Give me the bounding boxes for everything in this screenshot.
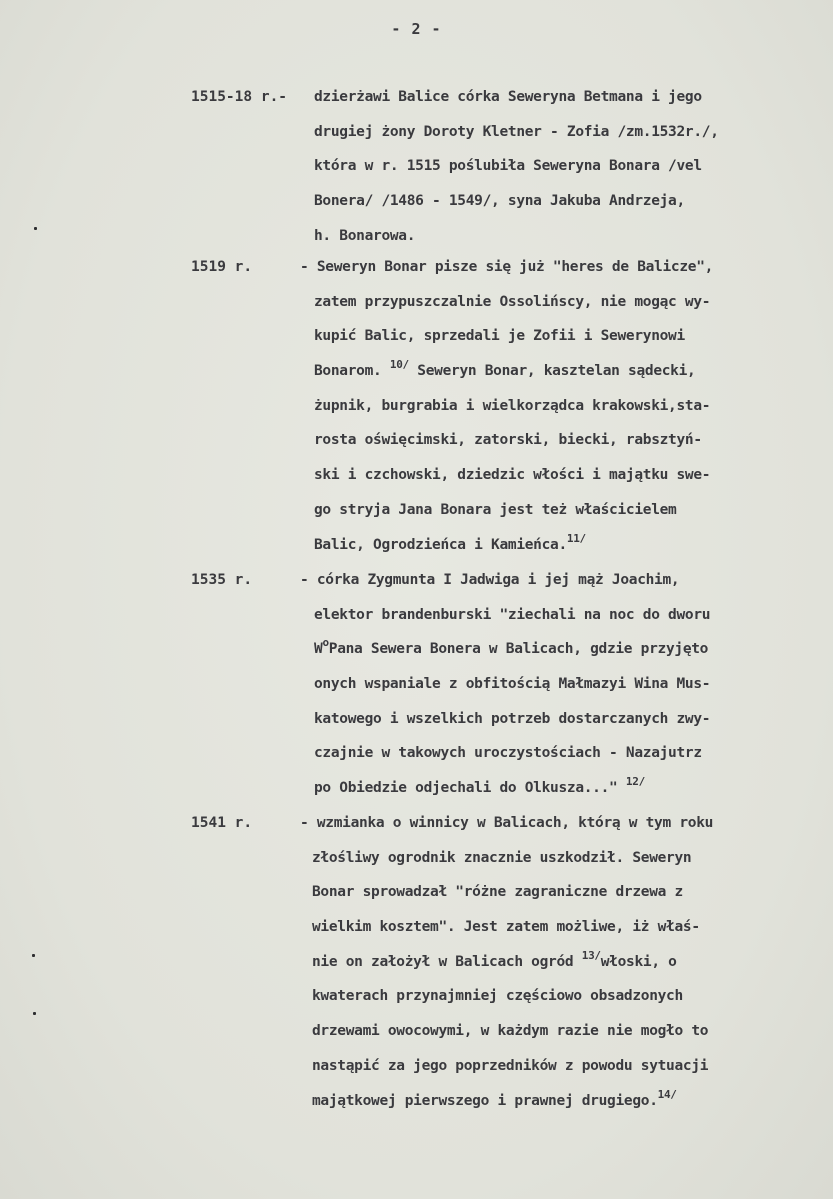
text-line: która w r. 1515 poślubiła Seweryna Bonara /vel (314, 158, 702, 175)
footnote-ref: 11/ (566, 531, 586, 545)
text-line: katowego i wszelkich potrzeb dostarczanych zwy- (314, 710, 711, 727)
text-line: czajnie w takowych uroczystościach - Nazajutrz (314, 745, 702, 762)
text-line (300, 354, 820, 389)
text-fragment: Seweryn Bonar, kasztelan sądecki, (408, 363, 696, 380)
text-line: złośliwy ogrodnik znacznie uszkodził. Seweryn (312, 849, 692, 866)
entry-text (300, 806, 820, 1118)
text-line (300, 528, 820, 563)
text-line: onych wspaniale z obfitością Małmazyi Wina Mus- (314, 676, 711, 693)
entry-date: 1535 r. (191, 572, 253, 588)
text-fragment: nie on założył w Balicach ogród (312, 953, 574, 970)
text-line: ski i czchowski, dziedzic włości i majątku swe- (314, 467, 711, 484)
margin-mark (33, 1012, 36, 1015)
text-line: go stryja Jana Bonara jest też właścicielem (314, 501, 677, 518)
superscript: o (322, 636, 329, 650)
text-line: kupić Balic, sprzedali je Zofii i Sewerynowi (314, 328, 685, 345)
text-fragment: po Obiedzie odjechali do Olkusza..." (314, 780, 618, 797)
text-line: wielkim kosztem". Jest zatem możliwe, iż właś- (312, 919, 700, 936)
footnote-ref: 14/ (657, 1087, 677, 1101)
text-line: drugiej żony Doroty Kletner - Zofia /zm.1532r./, (314, 123, 719, 140)
text-line: h. Bonarowa. (314, 227, 416, 244)
text-line: elektor brandenburski "ziechali na noc do dworu (314, 606, 711, 623)
text-fragment: W (314, 641, 323, 658)
text-line: Bonar sprowadzał "różne zagraniczne drzewa z (312, 884, 683, 901)
entry-text (314, 80, 833, 253)
footnote-ref: 10/ (389, 358, 409, 372)
text-fragment: włoski, o (600, 953, 677, 970)
text-line: - wzmianka o winnicy w Balicach, którą w tym roku (300, 815, 714, 831)
text-line: - Seweryn Bonar pisze się już "heres de Balicze", (300, 259, 714, 275)
text-line: Bonera/ /1486 - 1549/, syna Jakuba Andrzeja, (314, 193, 685, 210)
margin-mark (32, 954, 35, 957)
entry-date: 1519 r. (191, 259, 253, 275)
text-line: zatem przypuszczalnie Ossolińscy, nie mogąc wy- (314, 293, 711, 310)
text-fragment: Pana Sewera Bonera w Balicach, gdzie przyjęto (328, 641, 709, 658)
text-line (300, 771, 820, 806)
text-fragment: Balic, Ogrodzieńca i Kamieńca. (314, 536, 567, 553)
text-fragment: Bonarom. (314, 363, 382, 380)
text-line (300, 945, 820, 980)
text-line: żupnik, burgrabia i wielkorządca krakowski,sta- (314, 397, 711, 414)
text-line: - córka Zygmunta I Jadwiga i jej mąż Joachim, (300, 572, 680, 588)
entry-text (300, 563, 820, 806)
text-line: rosta oświęcimski, zatorski, biecki, rabsztyń- (314, 432, 702, 449)
footnote-ref: 12/ (625, 775, 645, 789)
text-line: nastąpić za jego poprzedników z powodu sytuacji (312, 1057, 709, 1074)
margin-mark (34, 227, 37, 230)
text-line: dzierżawi Balice córka Seweryna Betmana i jego (314, 89, 702, 105)
entry-text (300, 250, 820, 562)
entry-date: 1541 r. (191, 815, 253, 831)
entry-date: 1515-18 r.- (191, 89, 288, 105)
text-fragment: majątkowej pierwszego i prawnej drugiego. (312, 1092, 658, 1109)
text-line: drzewami owocowymi, w każdym razie nie mogło to (312, 1023, 709, 1040)
text-line (300, 1084, 820, 1119)
footnote-ref: 13/ (581, 948, 601, 962)
text-line: kwaterach przynajmniej częściowo obsadzonych (312, 988, 683, 1005)
page-number: - 2 - (391, 20, 442, 38)
text-line (300, 632, 820, 667)
